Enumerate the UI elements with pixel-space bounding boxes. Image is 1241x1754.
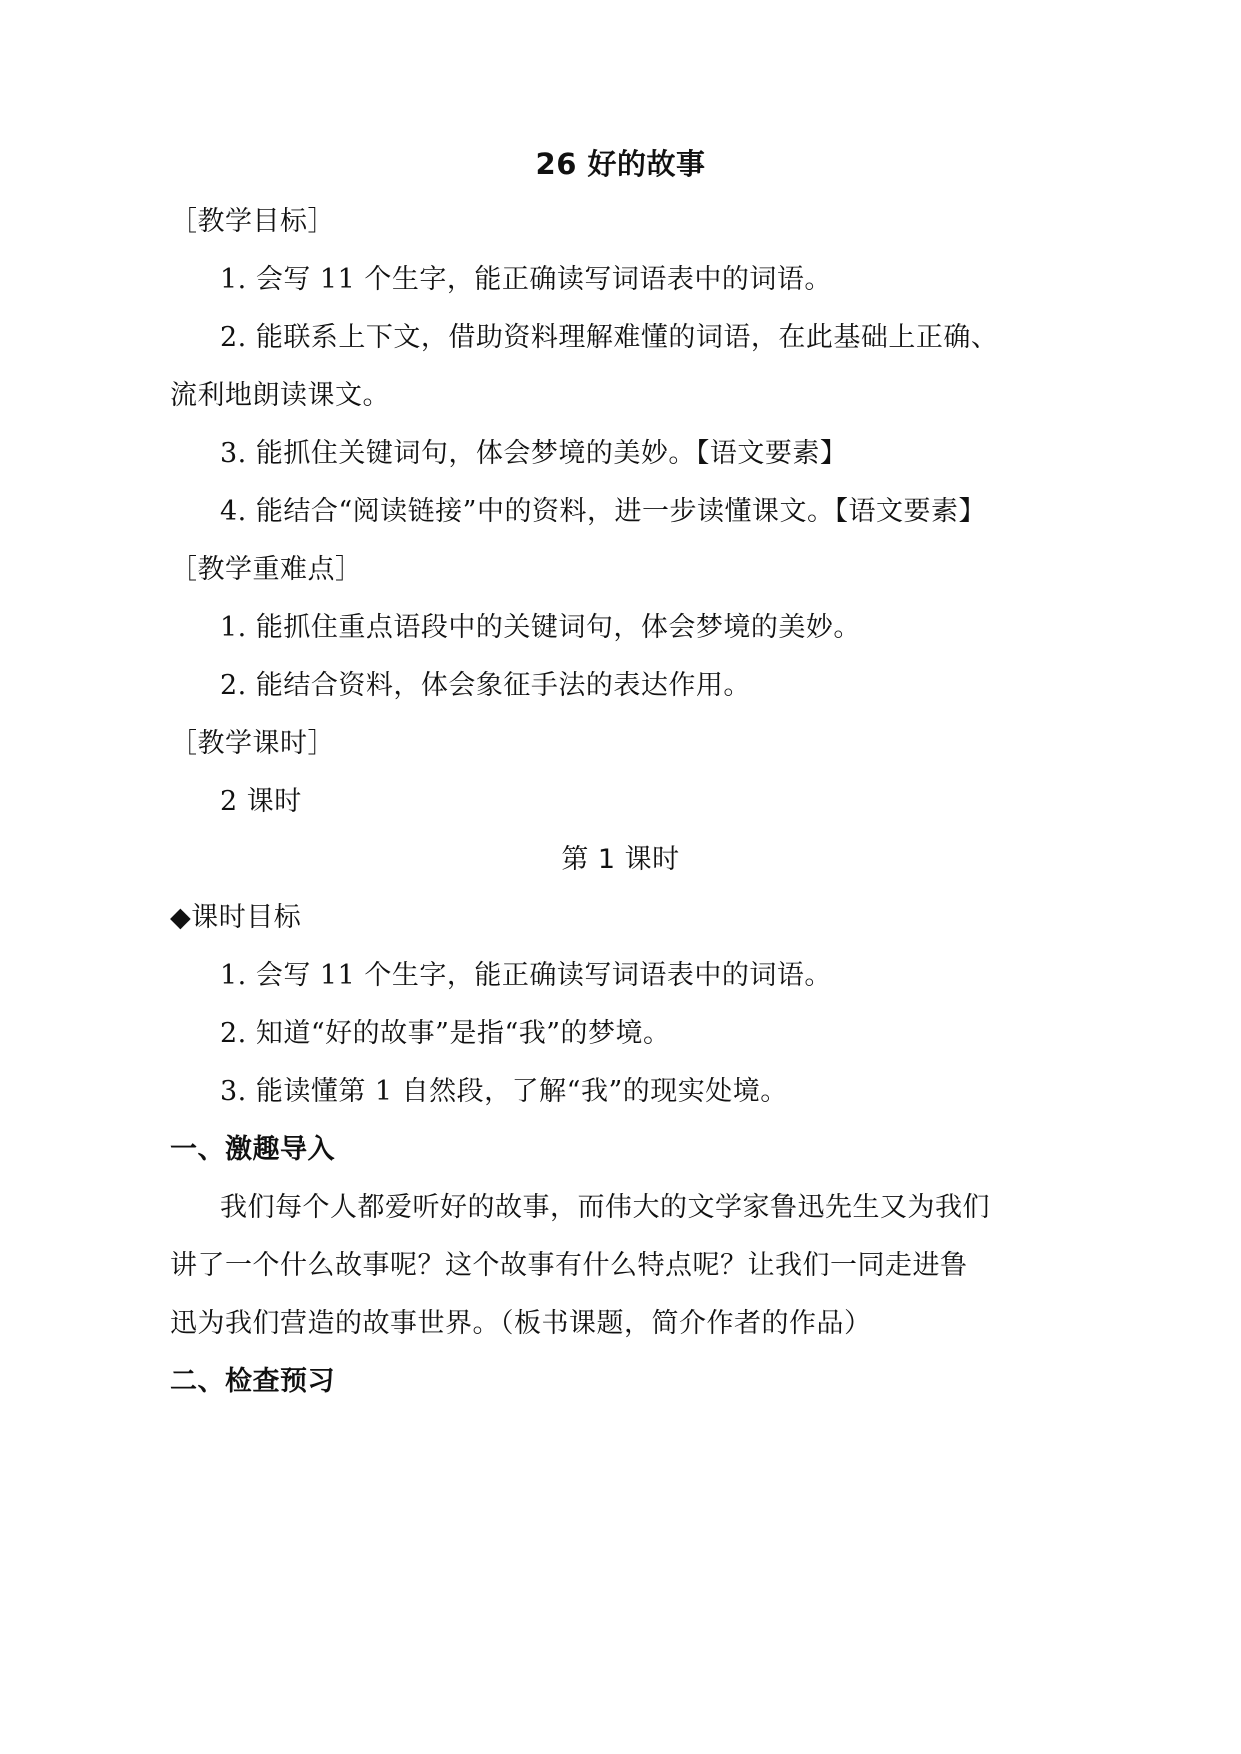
key-point-item: 2. 能结合资料，体会象征手法的表达作用。 xyxy=(220,670,751,701)
part2-heading: 二、检查预习 xyxy=(170,1366,335,1397)
part1-heading: 一、激趣导入 xyxy=(170,1134,335,1165)
goal-item: 3. 能抓住关键词句，体会梦境的美妙。【语文要素】 xyxy=(220,438,848,469)
document-title: 26 好的故事 xyxy=(535,147,706,181)
key-points-heading: ［教学重难点］ xyxy=(170,554,363,585)
lesson-title: 第 1 课时 xyxy=(561,844,680,875)
lesson-goals-heading: ◆课时目标 xyxy=(170,902,302,933)
goal-item-continuation: 流利地朗读课文。 xyxy=(170,380,390,411)
part1-paragraph-line: 迅为我们营造的故事世界。（板书课题，简介作者的作品） xyxy=(170,1308,872,1339)
goal-item: 4. 能结合“阅读链接”中的资料，进一步读懂课文。【语文要素】 xyxy=(220,496,986,527)
key-point-item: 1. 能抓住重点语段中的关键词句，体会梦境的美妙。 xyxy=(220,612,861,643)
lesson-goal-item: 1. 会写 11 个生字，能正确读写词语表中的词语。 xyxy=(220,960,832,991)
goal-item: 1. 会写 11 个生字，能正确读写词语表中的词语。 xyxy=(220,264,832,295)
hours-heading: ［教学课时］ xyxy=(170,728,335,759)
lesson-goal-item: 2. 知道“好的故事”是指“我”的梦境。 xyxy=(220,1018,671,1049)
part1-paragraph-line: 讲了一个什么故事呢？这个故事有什么特点呢？让我们一同走进鲁 xyxy=(170,1250,968,1281)
hours-value: 2 课时 xyxy=(220,786,302,817)
goals-heading: ［教学目标］ xyxy=(170,206,335,237)
part1-paragraph-line: 我们每个人都爱听好的故事，而伟大的文学家鲁迅先生又为我们 xyxy=(220,1192,990,1223)
goal-item: 2. 能联系上下文，借助资料理解难懂的词语，在此基础上正确、 xyxy=(220,322,999,353)
lesson-goal-item: 3. 能读懂第 1 自然段，了解“我”的现实处境。 xyxy=(220,1076,788,1107)
